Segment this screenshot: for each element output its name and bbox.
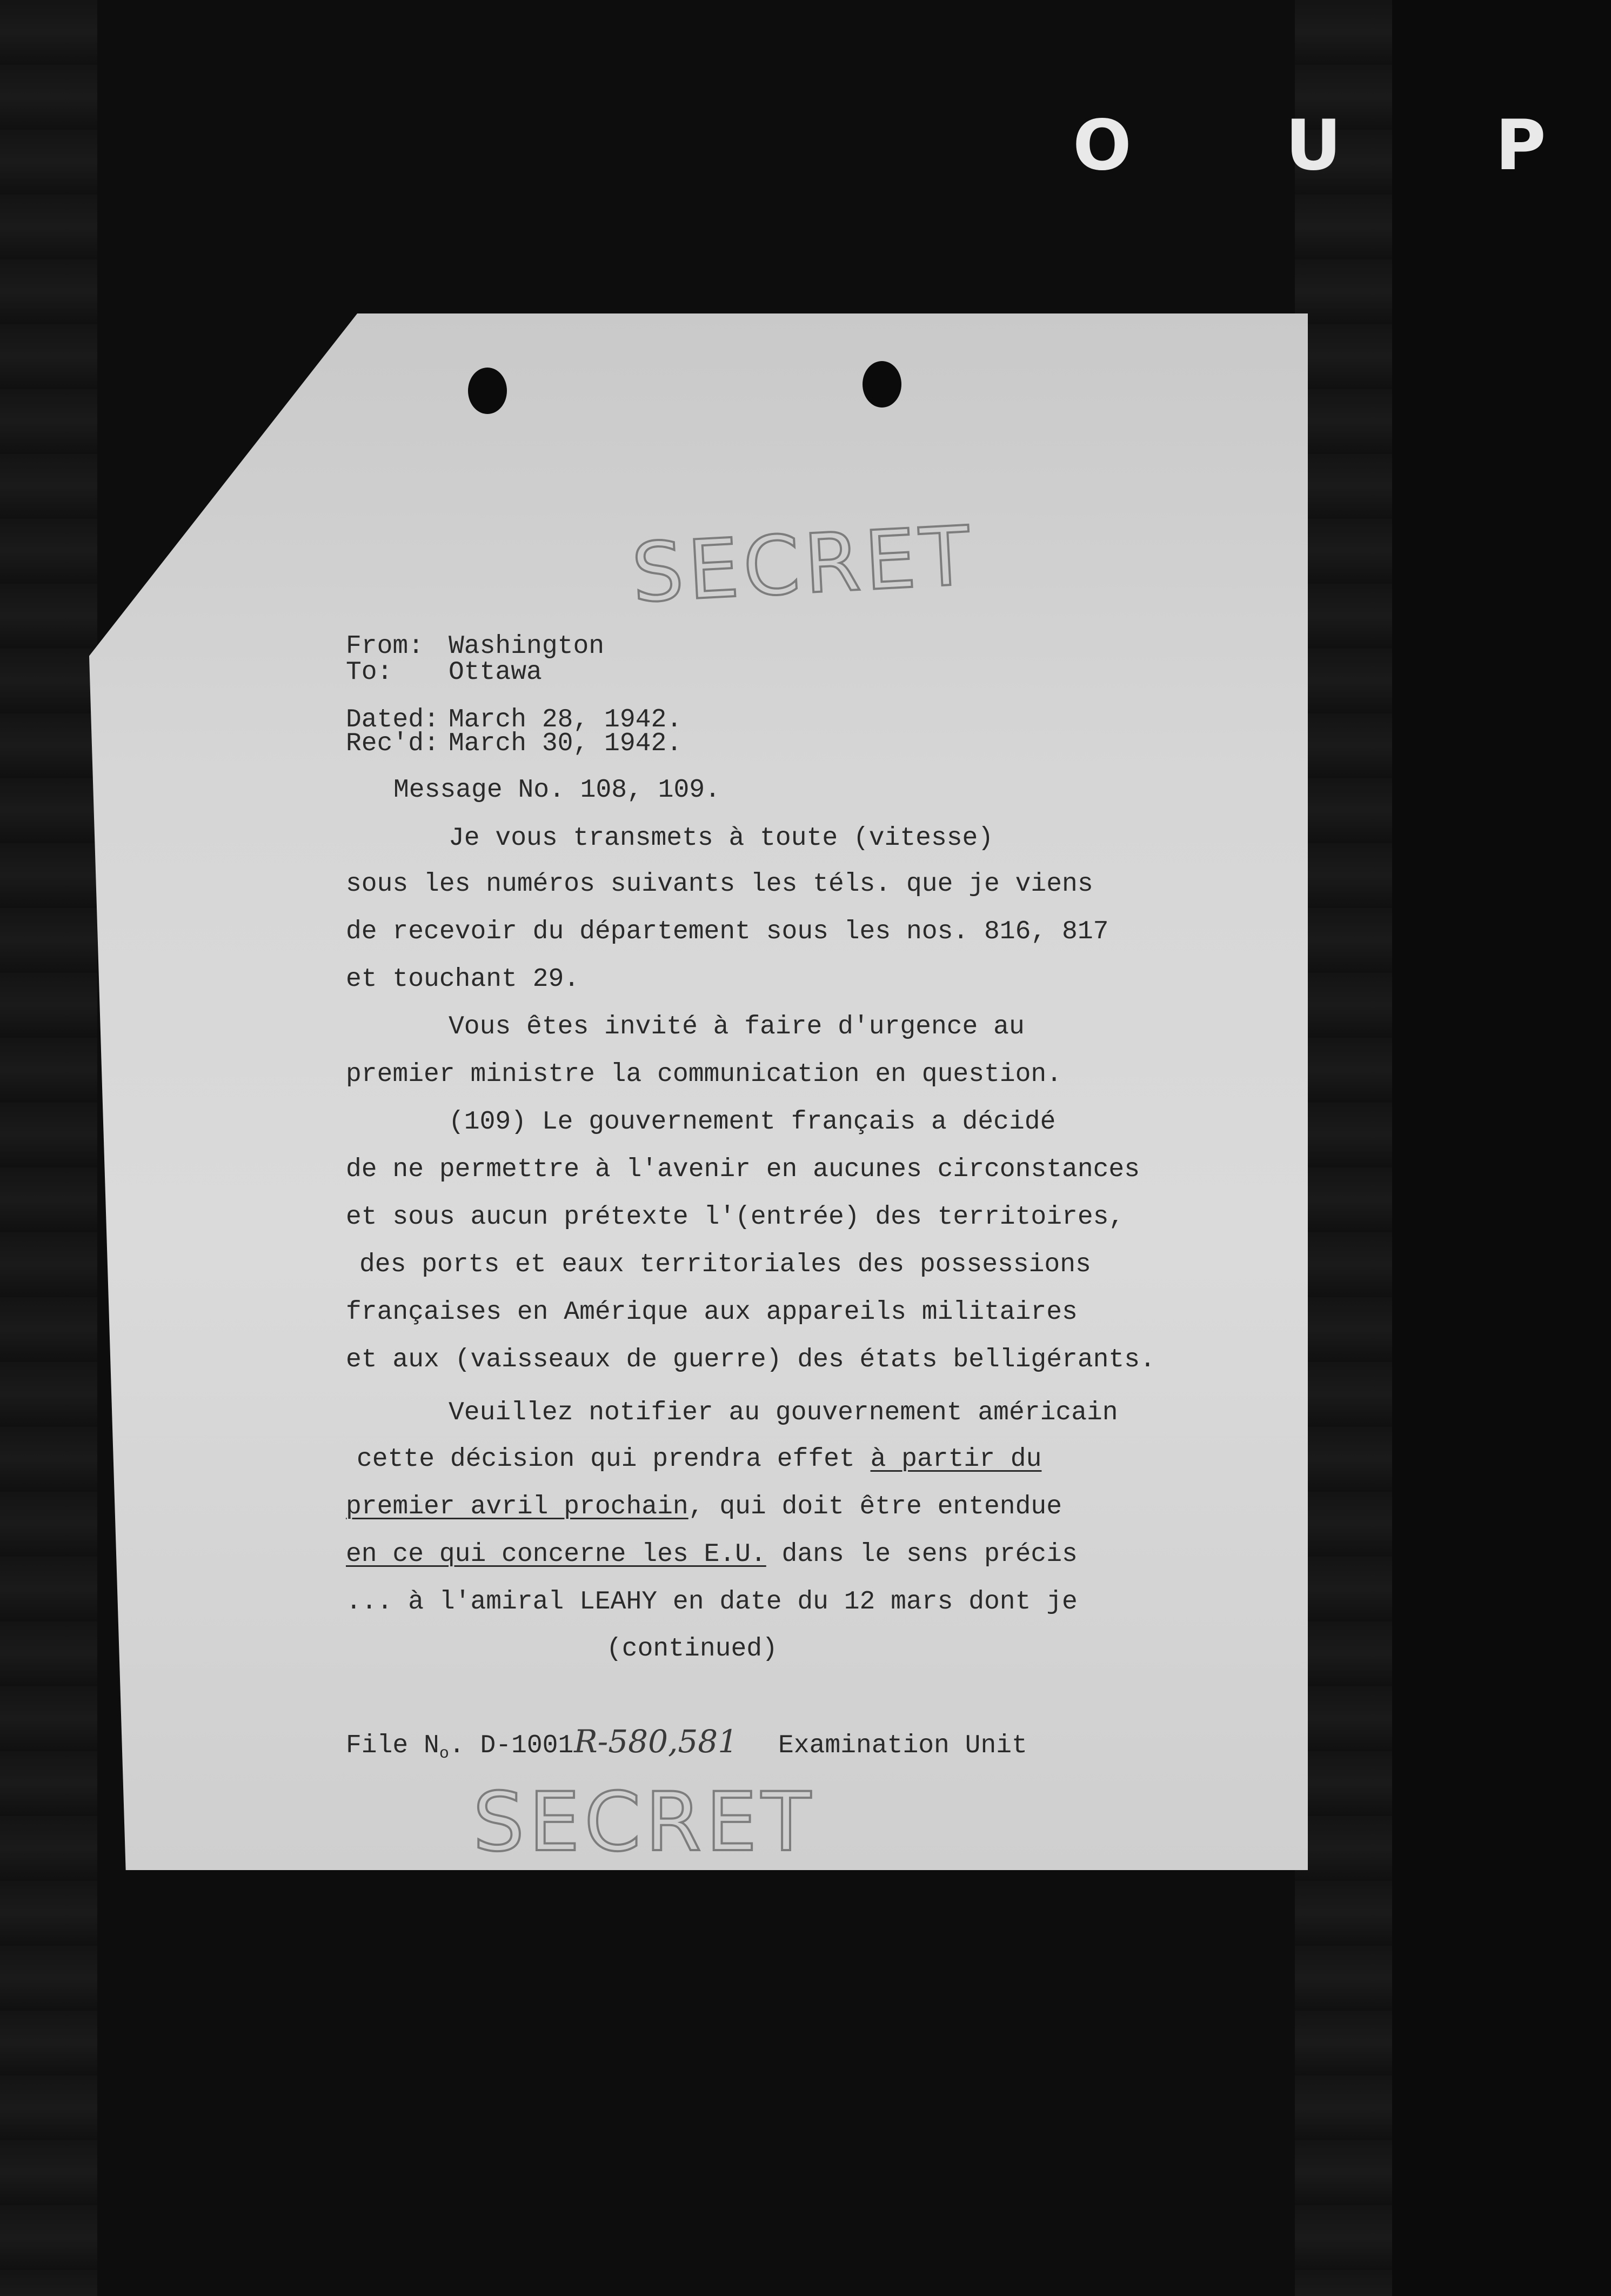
- body-line: et sous aucun prétexte l'(entrée) des territoires,: [346, 1203, 1125, 1232]
- underlined-text: premier avril prochain: [346, 1492, 688, 1521]
- reel-marks: O U P: [1073, 105, 1611, 186]
- file-label-sub: o: [439, 1745, 449, 1763]
- body-line: [346, 1541, 1078, 1567]
- body-text: cette décision qui prendra effet: [357, 1445, 871, 1474]
- body-line: (109) Le gouvernement français a décidé: [449, 1107, 1056, 1137]
- recd-label: Rec'd:: [346, 729, 439, 758]
- body-line: des ports et eaux territoriales des possessions: [359, 1250, 1091, 1279]
- file-number: [346, 1733, 573, 1767]
- body-line: Je vous transmets à toute (vitesse): [449, 824, 994, 853]
- film-edge-left: [0, 0, 97, 2296]
- to-value: Ottawa: [449, 658, 542, 687]
- body-line: Veuillez notifier au gouvernement américain: [449, 1398, 1118, 1427]
- message-number: Message No. 108, 109.: [393, 776, 720, 805]
- from-label: From:: [346, 632, 424, 661]
- underlined-text: en ce qui concerne les E.U.: [346, 1540, 766, 1569]
- punch-hole-right: [863, 361, 901, 408]
- body-line: [357, 1446, 1041, 1472]
- body-line: sous les numéros suivants les téls. que je viens: [346, 870, 1093, 899]
- body-line: et touchant 29.: [346, 965, 580, 994]
- body-line: et aux (vaisseaux de guerre) des états belligérants.: [346, 1345, 1155, 1374]
- continued-note: (continued): [606, 1634, 778, 1664]
- dated-value: March 28, 1942.: [449, 705, 683, 735]
- file-label: File N: [346, 1731, 439, 1760]
- body-line: ... à l'amiral LEAHY en date du 12 mars dont je: [346, 1587, 1078, 1617]
- secret-stamp-bottom: SECRET: [473, 1776, 815, 1870]
- file-value: . D-1001: [449, 1731, 574, 1760]
- handwritten-file-ref: R-580,581: [574, 1723, 738, 1760]
- body-line: de recevoir du département sous les nos. 816, 817: [346, 917, 1109, 946]
- body-line: [346, 1494, 1062, 1520]
- underlined-text: à partir du: [870, 1445, 1042, 1474]
- film-edge-right: [1295, 0, 1392, 2296]
- body-line: premier ministre la communication en question.: [346, 1060, 1062, 1089]
- body-line: de ne permettre à l'avenir en aucunes circonstances: [346, 1155, 1140, 1184]
- recd-value: March 30, 1942.: [449, 729, 683, 758]
- body-line: françaises en Amérique aux appareils militaires: [346, 1298, 1078, 1327]
- to-label: To:: [346, 658, 393, 687]
- body-line: Vous êtes invité à faire d'urgence au: [449, 1012, 1025, 1042]
- body-text: , qui doit être entendue: [688, 1492, 1062, 1521]
- secret-stamp-top: SECRET: [630, 509, 977, 621]
- dated-label: Dated:: [346, 705, 439, 735]
- from-value: Washington: [449, 632, 605, 661]
- examination-unit: Examination Unit: [778, 1731, 1027, 1760]
- punch-hole-left: [468, 368, 507, 414]
- body-text: dans le sens précis: [766, 1540, 1078, 1569]
